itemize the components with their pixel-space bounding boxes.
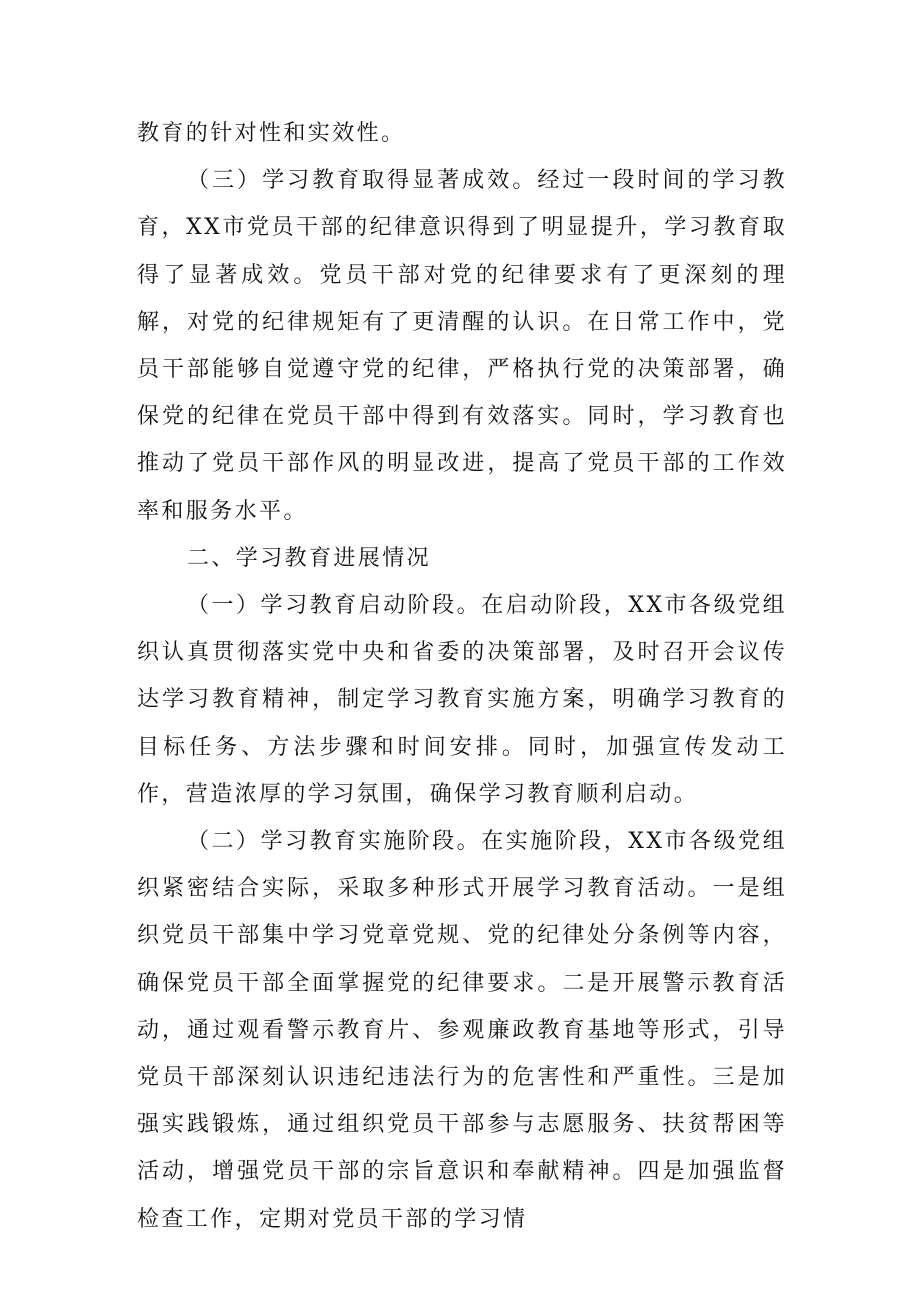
paragraph-section-three-results: （三）学习教育取得显著成效。经过一段时间的学习教育，XX市党员干部的纪律意识得到了明显提升，学习教育取得了显著成效。党员干部对党的纪律要求有了更深刻的理解，对党的纪律规矩有了更清醒的认识。在日常工作中，党员干部能够自觉遵守党的纪律，严格执行党的决策部署，确保党的纪律在党员干部中得到有效落实。同时，学习教育也推动了党员干部作风的明显改进，提高了党员干部的工作效率和服务水平。 [137,168,787,524]
paragraph-continuation: 教育的针对性和实效性。 [137,121,406,146]
paragraph-implementation-stage: （二）学习教育实施阶段。在实施阶段，XX市各级党组织紧密结合实际，采取多种形式开展学习教育活动。一是组织党员干部集中学习党章党规、党的纪律处分条例等内容，确保党员干部全面掌握党的纪律要求。二是开展警示教育活动，通过观看警示教育片、参观廉政教育基地等形式，引导党员干部深刻认识违纪违法行为的危害性和严重性。三是加强实践锻炼，通过组织党员干部参与志愿服务、扶贫帮困等活动，增强党员干部的宗旨意识和奉献精神。四是加强监督检查工作，定期对党员干部的学习情 [137,829,787,1232]
document-body [137,110,787,1243]
section-heading-progress: 二、学习教育进展情况 [187,545,432,571]
paragraph-launch-stage: （一）学习教育启动阶段。在启动阶段，XX市各级党组织认真贯彻落实党中央和省委的决策部署，及时召开会议传达学习教育精神，制定学习教育实施方案，明确学习教育的目标任务、方法步骤和时间安排。同时，加强宣传发动工作，营造浓厚的学习氛围，确保学习教育顺利启动。 [137,593,787,807]
